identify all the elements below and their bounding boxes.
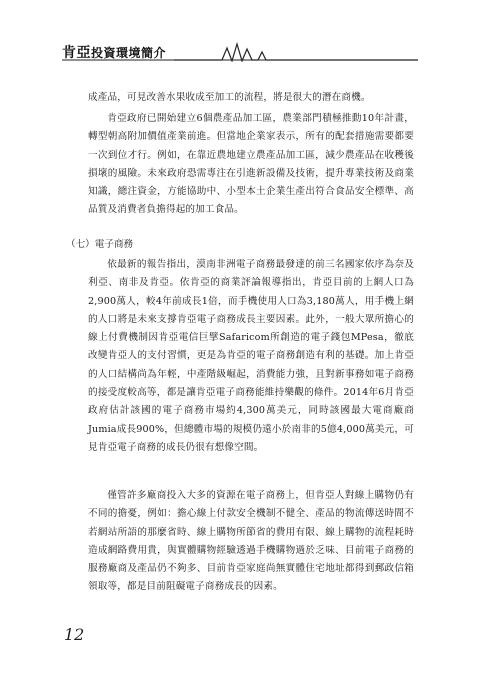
header-title-sub: 投資環境簡介 [91, 46, 167, 60]
paragraph-continuation: 成產品，可見改善水果收成至加工的流程，將是很大的潛在商機。 [88, 92, 371, 103]
paragraph-agro-processing: 肯亞政府已開始建立6個農產品加工區，農業部門積極推動10年計畫，轉型朝高附加價值產業前進。但當地企業家表示，所有的配套措施需要都要一次到位才行。例如，在靠近農地建立農產品加工區，減少農產品在收穫後損壞的風險。未來政府恐需專注在引進新設備及技術，提升專業技術及商業知識，總注資金，方能協助中、小型本土企業生產出符合食品安全標準、高品質及消費者負擔得起的加工食品。 [88, 113, 414, 216]
section-heading-ecommerce: （七）電子商務 [66, 239, 134, 250]
page-number: 12 [64, 625, 85, 644]
running-header [62, 40, 418, 62]
header-title-main: 肯亞 [62, 45, 91, 61]
paragraph-ecommerce-report: 依最新的報告指出，漠南非洲電子商務最發達的前三名國家依序為奈及利亞、南非及肯亞。依肯亞的商業評論報導指出，肯亞目前的上網人口為2,900萬人，較4年前成長1倍，而手機使用人口為3,180萬人，用手機上網的人口將是未來支撐肯亞電子商務成長主要因素。此外，一般大眾所擔心的線上付費機制因肯亞電信巨擘Safaricom所創造的電子錢包MPesa，徹底改變肯亞人的支付習慣，更是為肯亞的電子商務創造有利的基礎。加上肯亞的人口結構尚為年輕，中產階級崛起，消費能力強，且對新事務如電子商務的接受度較高等，都是讓肯亞電子商務能維持樂觀的條件。2014年6月肯亞政府估計該國的電子商務市場約4,300萬美元，同時該國最大電商廠商Jumia成長900%，但總體市場的規模仍遠小於南非的5億4,000萬美元，可見肯亞電子商務的成長仍很有想像空間。 [88, 259, 414, 453]
heartbeat-line-icon [62, 40, 418, 62]
paragraph-ecommerce-concerns: 僅管許多廠商投入大多的資源在電子商務上，但肯亞人對線上購物仍有不同的擔憂，例如：擔心線上付款安全機制不健全、產品的物流傳送時間不若網站所語的那麼省時、線上購物所節省的費用有限、線上購物的流程耗時造成網路費用貴，與實體購物經驗透過手機購物過於乏味、目前電子商務的服務廠商及產品仍不夠多、目前肯亞家庭尚無實體住宅地址都得到郵政信箱領取等，都是目前阻礙電子商務成長的因素。 [88, 490, 414, 593]
